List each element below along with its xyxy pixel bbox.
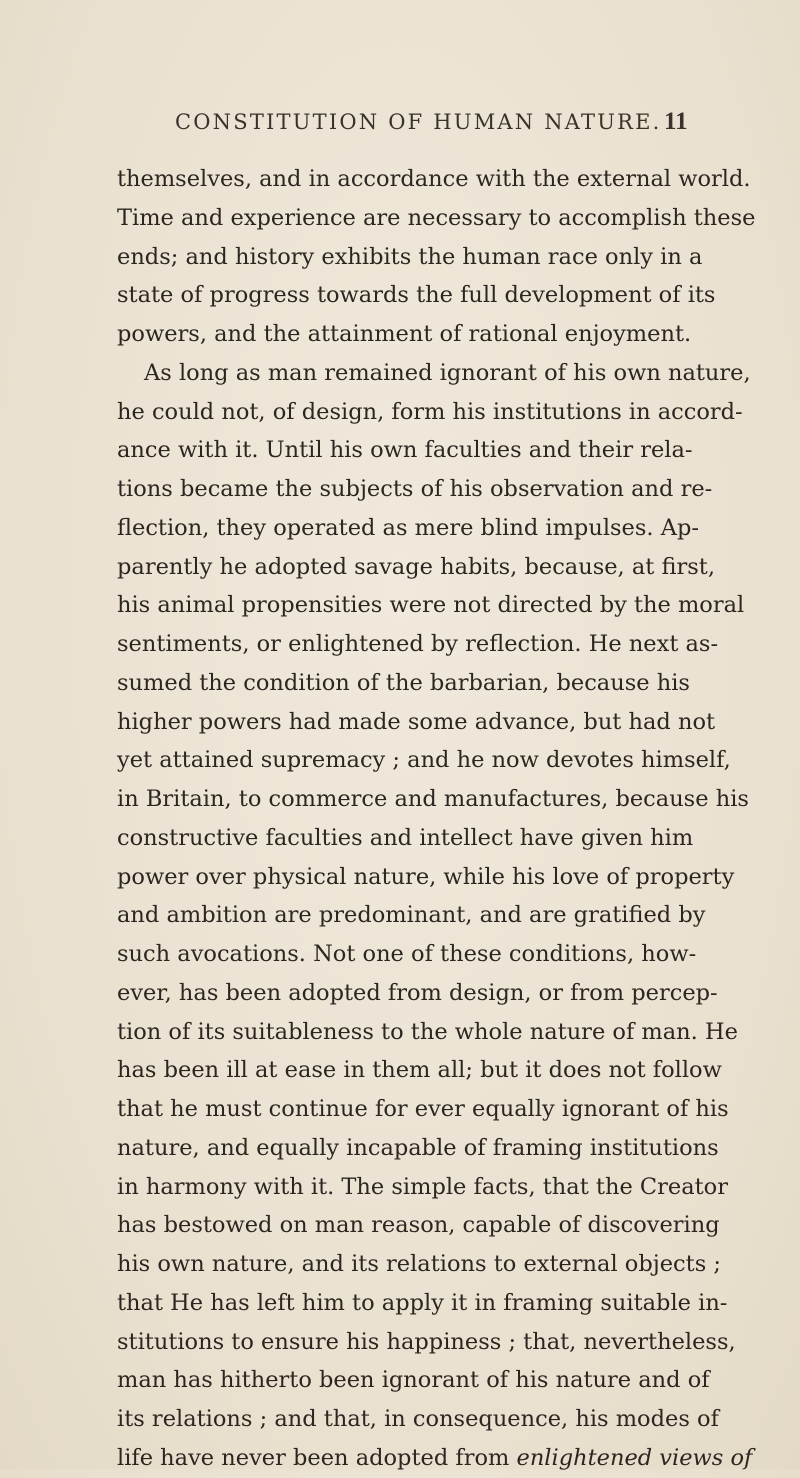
text-line: his own nature, and its relations to external objects ; (117, 1251, 721, 1277)
text-line: power over physical nature, while his love of property (117, 863, 735, 890)
text-line: ends; and history exhibits the human race only in a (117, 243, 703, 270)
text-line: that he must continue for ever equally ignorant of his (117, 1096, 729, 1122)
body-text (117, 160, 756, 1478)
running-title: CONSTITUTION OF HUMAN NATURE. (175, 110, 662, 134)
text-line: nature, and equally incapable of framing institutions (117, 1134, 719, 1161)
text-line: his animal propensities were not directed by the moral (117, 592, 745, 619)
text-line: sumed the condition of the barbarian, because his (117, 669, 690, 696)
page-number: 11 (664, 108, 688, 135)
text-line: has been ill at ease in them all; but it does not follow (117, 1057, 722, 1084)
text-line: tions became the subjects of his observation and re- (117, 476, 713, 502)
text-line: themselves, and in accordance with the external world. (117, 166, 751, 192)
text-line: higher powers had made some advance, but had not (117, 708, 716, 735)
text-line: flection, they operated as mere blind impulses. Ap- (117, 514, 699, 541)
text-line: has bestowed on man reason, capable of discovering (117, 1212, 720, 1239)
text-line: he could not, of design, form his institutions in accord- (117, 398, 743, 425)
text-line: Time and experience are necessary to accomplish these (117, 204, 756, 231)
text-line: ance with it. Until his own faculties and their rela- (117, 437, 693, 464)
final-text-line (117, 1439, 753, 1478)
text-line: in Britain, to commerce and manufactures, because his (117, 786, 749, 812)
text-line: its relations ; and that, in consequence, his modes of (117, 1406, 719, 1432)
text-line: constructive faculties and intellect have given him (117, 824, 694, 851)
text-line: in harmony with it. The simple facts, that the Creator (117, 1173, 728, 1200)
text-line: ever, has been adopted from design, or from percep- (117, 979, 718, 1006)
text-line: state of progress towards the full development of its (117, 282, 716, 309)
text-line: powers, and the attainment of rational enjoyment. (117, 321, 692, 347)
text-line: parently he adopted savage habits, because, at first, (117, 553, 715, 580)
paragraph-start-line: As long as man remained ignorant of his own nature, (144, 359, 751, 386)
text-line: and ambition are predominant, and are gratified by (117, 902, 706, 929)
text-line: tion of its suitableness to the whole nature of man. He (117, 1018, 738, 1045)
text-line: stitutions to ensure his happiness ; that, nevertheless, (117, 1328, 736, 1355)
text-line: such avocations. Not one of these conditions, how- (117, 941, 697, 967)
text-line: that He has left him to apply it in framing suitable in- (117, 1289, 728, 1316)
final-line-plain: life have never been adopted from (117, 1444, 517, 1471)
text-line: yet attained supremacy ; and he now devotes himself, (117, 747, 731, 774)
final-line-italic: enlightened views of (516, 1444, 753, 1471)
running-head (0, 104, 800, 144)
text-line: man has hitherto been ignorant of his nature and of (117, 1367, 710, 1394)
text-line: sentiments, or enlightened by reflection. He next as- (117, 631, 719, 657)
